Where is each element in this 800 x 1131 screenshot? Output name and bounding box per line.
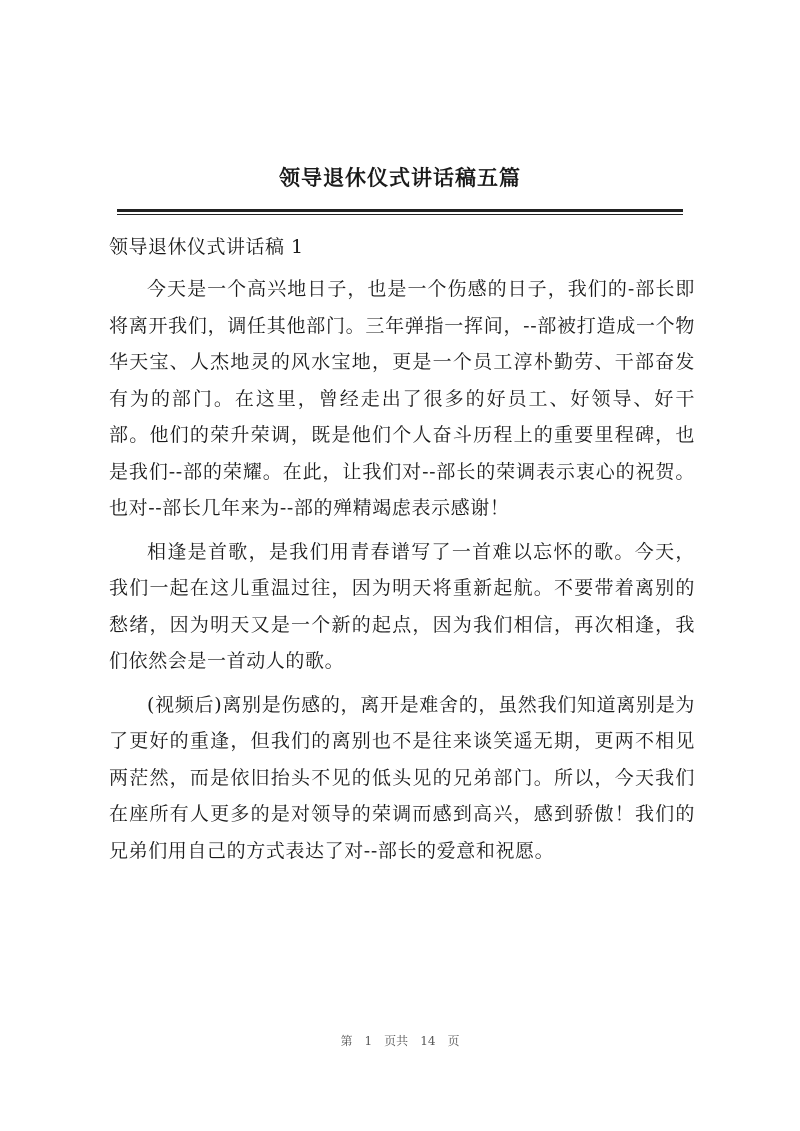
footer-prefix: 第 xyxy=(340,1034,353,1048)
document-title: 领导退休仪式讲话稿五篇 xyxy=(279,166,521,190)
title-rule-thick xyxy=(117,209,683,212)
paragraph-3: (视频后)离别是伤感的，离开是难舍的，虽然我们知道离别是为了更好的重逢，但我们的离别也不是往来谈笑遥无期，更两不相见两茫然，而是依旧抬头不见的低头见的兄弟部门。所以，今天我们在座所有人更多的是对领导的荣调而感到高兴，感到骄傲！我们的兄弟们用自己的方式表达了对--部长的爱意和祝愿。 xyxy=(109,693,695,862)
footer-page-number: 1 xyxy=(364,1034,373,1048)
footer-middle: 页共 xyxy=(384,1034,409,1048)
footer-suffix: 页 xyxy=(447,1034,460,1048)
section-heading: 领导退休仪式讲话稿 1 xyxy=(109,236,304,258)
footer-total-pages: 14 xyxy=(420,1034,436,1048)
document-body xyxy=(109,271,695,876)
title-rule-thin xyxy=(117,214,683,215)
paragraph-2: 相逢是首歌，是我们用青春谱写了一首难以忘怀的歌。今天，我们一起在这儿重温过往，因为明天将重新起航。不要带着离别的愁绪，因为明天又是一个新的起点，因为我们相信，再次相逢，我们依然会是一首动人的歌。 xyxy=(109,540,695,672)
paragraph-1: 今天是一个高兴地日子，也是一个伤感的日子，我们的-部长即将离开我们，调任其他部门。三年弹指一挥间，--部被打造成一个物华天宝、人杰地灵的风水宝地，更是一个员工淳朴勤劳、干部奋发有为的部门。在这里，曾经走出了很多的好员工、好领导、好干部。他们的荣升荣调，既是他们个人奋斗历程上的重要里程碑，也是我们--部的荣耀。在此，让我们对--部长的荣调表示衷心的祝贺。也对--部长几年来为--部的殚精竭虑表示感谢！ xyxy=(109,278,695,519)
page-footer xyxy=(0,1033,800,1049)
